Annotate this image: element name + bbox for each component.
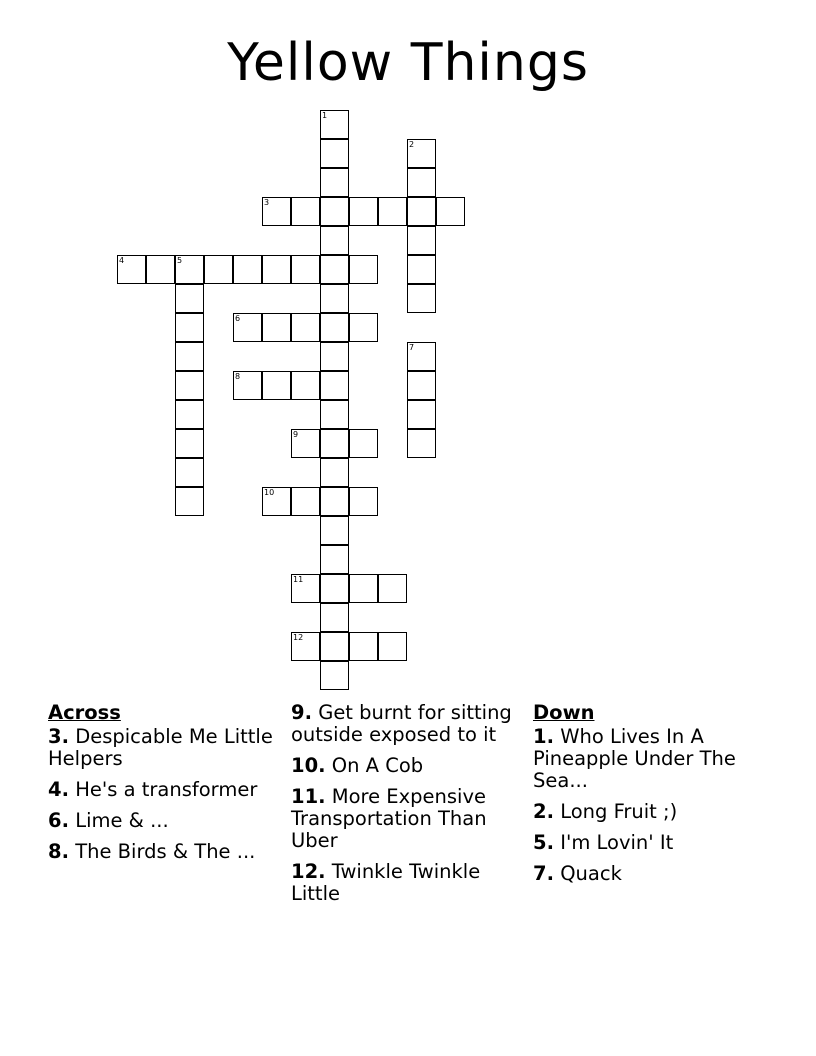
grid-cell[interactable] — [407, 342, 436, 371]
clue-across-9: 9. Get burnt for sitting outside exposed to it — [291, 701, 512, 746]
clue-across-8: 8. The Birds & The ... — [48, 840, 256, 863]
grid-cell[interactable] — [378, 197, 407, 226]
grid-cell[interactable] — [320, 371, 349, 400]
cell-number: 7 — [409, 343, 415, 352]
grid-cell[interactable] — [262, 313, 291, 342]
grid-cell[interactable] — [262, 197, 291, 226]
grid-cell[interactable] — [291, 487, 320, 516]
clue-down-7: 7. Quack — [533, 862, 622, 885]
cell-number: 6 — [235, 314, 241, 323]
grid-cell[interactable] — [233, 371, 262, 400]
cell-number: 3 — [264, 198, 270, 207]
grid-cell[interactable] — [175, 255, 204, 284]
grid-cell[interactable] — [349, 574, 378, 603]
grid-cell[interactable] — [349, 429, 378, 458]
clue-across-6: 6. Lime & ... — [48, 809, 169, 832]
grid-cell[interactable] — [291, 255, 320, 284]
grid-cell[interactable] — [320, 226, 349, 255]
grid-cell[interactable] — [262, 255, 291, 284]
grid-cell[interactable] — [175, 371, 204, 400]
grid-cell[interactable] — [407, 400, 436, 429]
grid-cell[interactable] — [320, 168, 349, 197]
cell-number: 8 — [235, 372, 241, 381]
grid-cell[interactable] — [291, 197, 320, 226]
grid-cell[interactable] — [407, 139, 436, 168]
grid-cell[interactable] — [320, 255, 349, 284]
clue-across-11: 11. More Expensive Transportation Than Uber — [291, 785, 487, 852]
grid-cell[interactable] — [407, 429, 436, 458]
grid-cell[interactable] — [407, 168, 436, 197]
down-clues — [533, 702, 773, 894]
grid-cell[interactable] — [320, 516, 349, 545]
grid-cell[interactable] — [320, 400, 349, 429]
grid-cell[interactable] — [378, 574, 407, 603]
cell-number: 12 — [293, 633, 304, 642]
grid-cell[interactable] — [320, 487, 349, 516]
grid-cell[interactable] — [407, 255, 436, 284]
grid-cell[interactable] — [291, 574, 320, 603]
grid-cell[interactable] — [175, 313, 204, 342]
grid-cell[interactable] — [320, 110, 349, 139]
clue-across-3: 3. Despicable Me Little Helpers — [48, 725, 273, 770]
grid-cell[interactable] — [349, 632, 378, 661]
grid-cell[interactable] — [175, 342, 204, 371]
grid-cell[interactable] — [349, 197, 378, 226]
clue-down-2: 2. Long Fruit ;) — [533, 800, 678, 823]
clue-down-5: 5. I'm Lovin' It — [533, 831, 674, 854]
grid-cell[interactable] — [320, 603, 349, 632]
grid-cell[interactable] — [436, 197, 465, 226]
across-clues-continued — [291, 702, 521, 914]
grid-cell[interactable] — [175, 487, 204, 516]
grid-cell[interactable] — [320, 313, 349, 342]
grid-cell[interactable] — [349, 255, 378, 284]
grid-cell[interactable] — [262, 487, 291, 516]
grid-cell[interactable] — [320, 197, 349, 226]
grid-cell[interactable] — [291, 632, 320, 661]
clue-across-10: 10. On A Cob — [291, 754, 424, 777]
grid-cell[interactable] — [407, 371, 436, 400]
cell-number: 10 — [264, 488, 275, 497]
cell-number: 2 — [409, 140, 415, 149]
grid-cell[interactable] — [204, 255, 233, 284]
grid-cell[interactable] — [378, 632, 407, 661]
cell-number: 5 — [177, 256, 183, 265]
grid-cell[interactable] — [320, 284, 349, 313]
grid-cell[interactable] — [320, 661, 349, 690]
grid-cell[interactable] — [320, 458, 349, 487]
grid-cell[interactable] — [407, 197, 436, 226]
grid-cell[interactable] — [117, 255, 146, 284]
grid-cell[interactable] — [320, 545, 349, 574]
cell-number: 1 — [322, 111, 328, 120]
grid-cell[interactable] — [175, 400, 204, 429]
grid-cell[interactable] — [320, 574, 349, 603]
grid-cell[interactable] — [320, 139, 349, 168]
grid-cell[interactable] — [175, 429, 204, 458]
clue-across-12: 12. Twinkle Twinkle Little — [291, 860, 481, 905]
grid-cell[interactable] — [349, 487, 378, 516]
grid-cell[interactable] — [291, 313, 320, 342]
across-heading: Across — [48, 701, 121, 724]
grid-cell[interactable] — [320, 342, 349, 371]
grid-cell[interactable] — [320, 632, 349, 661]
grid-cell[interactable] — [291, 429, 320, 458]
grid-cell[interactable] — [320, 429, 349, 458]
clue-down-1: 1. Who Lives In A Pineapple Under The Sea... — [533, 725, 736, 792]
across-clues — [48, 702, 273, 872]
puzzle-title: Yellow Things — [227, 33, 589, 93]
grid-cell[interactable] — [175, 284, 204, 313]
grid-cell[interactable] — [407, 284, 436, 313]
cell-number: 11 — [293, 575, 304, 584]
grid-cell[interactable] — [146, 255, 175, 284]
grid-cell[interactable] — [291, 371, 320, 400]
down-heading: Down — [533, 701, 595, 724]
cell-number: 4 — [119, 256, 125, 265]
grid-cell[interactable] — [349, 313, 378, 342]
grid-cell[interactable] — [407, 226, 436, 255]
grid-cell[interactable] — [175, 458, 204, 487]
grid-cell[interactable] — [233, 255, 262, 284]
clue-across-4: 4. He's a transformer — [48, 778, 258, 801]
grid-cell[interactable] — [233, 313, 262, 342]
cell-number: 9 — [293, 430, 299, 439]
grid-cell[interactable] — [262, 371, 291, 400]
